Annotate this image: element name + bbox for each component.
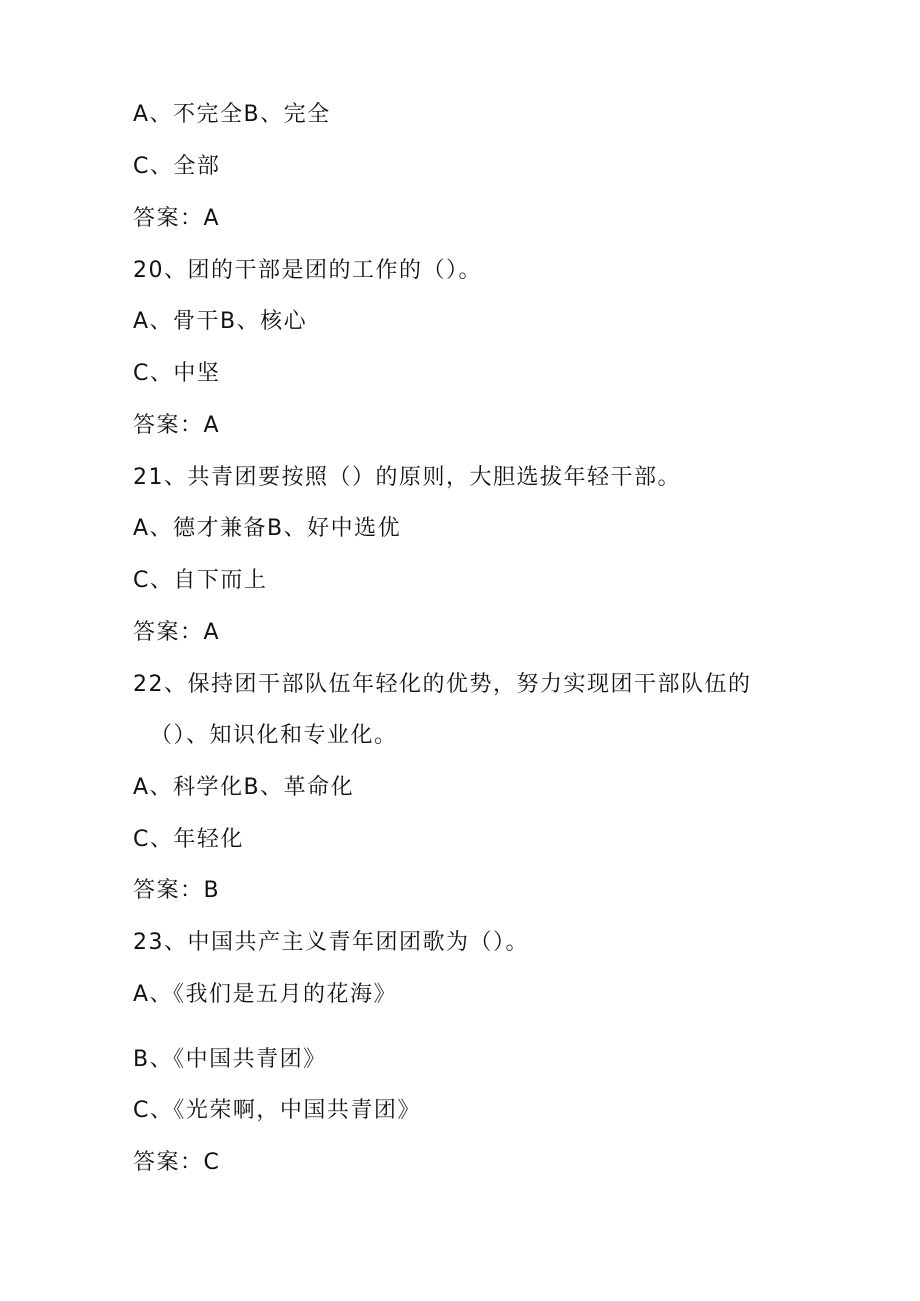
q21-answer: 答案：A: [133, 620, 221, 645]
q21-options-ab: A、德才兼备B、好中选优: [133, 516, 402, 541]
q20-option-c: C、中坚: [133, 361, 221, 386]
q20-options-ab: A、骨干B、核心: [133, 309, 308, 334]
q22-options-ab: A、科学化B、革命化: [133, 775, 355, 800]
q22-option-c: C、年轻化: [133, 827, 244, 852]
q23-question: 23、中国共产主义青年团团歌为（）。: [133, 930, 529, 955]
q20-question: 20、团的干部是团的工作的（）。: [133, 258, 482, 283]
q19-options-ab: A、不完全B、完全: [133, 102, 331, 127]
q19-option-c: C、全部: [133, 154, 221, 179]
q20-answer: 答案：A: [133, 413, 221, 438]
q22-question: 22、保持团干部队伍年轻化的优势，努力实现团干部队伍的: [133, 672, 752, 697]
q21-option-c: C、自下而上: [133, 568, 268, 593]
q22-question-continued: （）、知识化和专业化。: [150, 723, 398, 748]
q19-answer: 答案：A: [133, 206, 221, 231]
q23-answer: 答案：C: [133, 1150, 221, 1175]
q22-answer: 答案：B: [133, 878, 221, 903]
q23-option-c: C、《光荣啊，中国共青团》: [133, 1098, 421, 1123]
q21-question: 21、共青团要按照（）的原则，大胆选拔年轻干部。: [133, 465, 681, 490]
q23-option-b: B、《中国共青团》: [133, 1047, 327, 1072]
q23-option-a: A、《我们是五月的花海》: [133, 982, 398, 1007]
